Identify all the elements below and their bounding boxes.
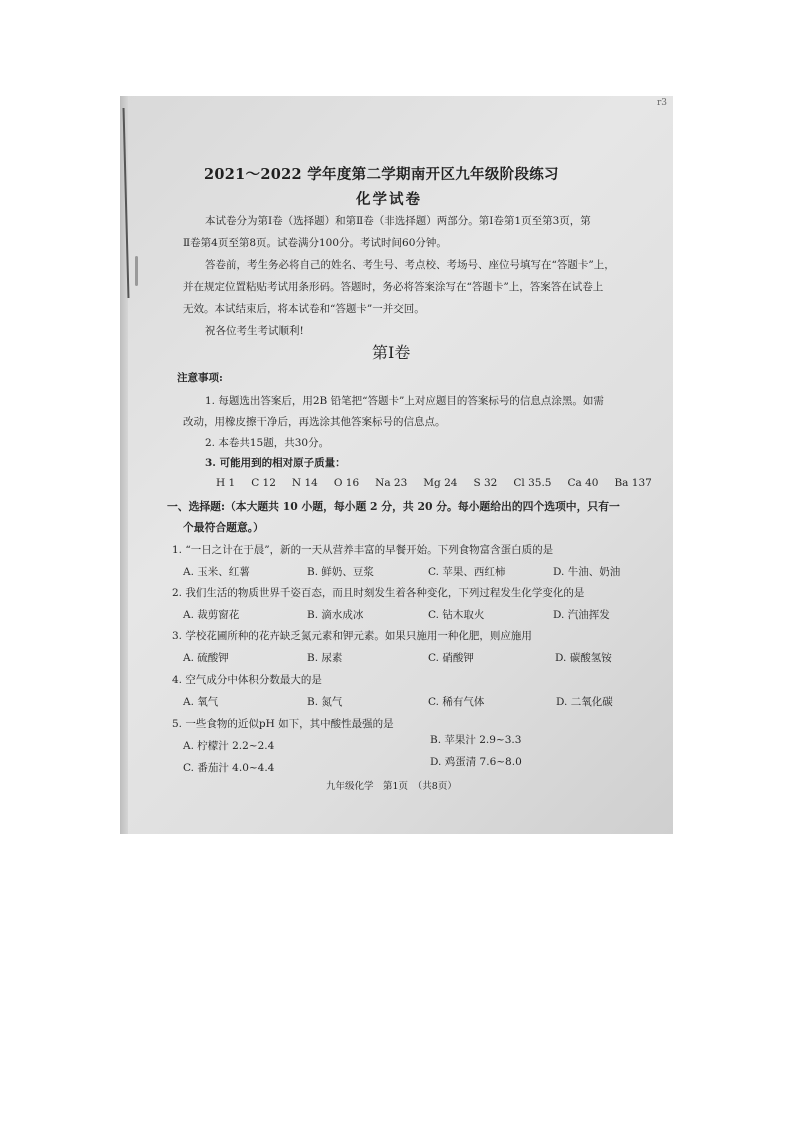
- intro-line-3: 答卷前，考生务必将自己的姓名、考生号、考点校、考场号、座位号填写在“答题卡”上，: [205, 259, 615, 271]
- atomic-mass: Na 23: [375, 477, 408, 489]
- question-2-option-b: B. 滴水成冰: [307, 609, 364, 621]
- question-3-option-c: C. 硝酸钾: [428, 652, 474, 664]
- question-4-option-a: A. 氧气: [183, 696, 219, 708]
- document-photo: [120, 96, 673, 834]
- atomic-mass: C 12: [251, 477, 276, 489]
- exam-title: 2021～2022 学年度第二学期南开区九年级阶段练习: [204, 166, 559, 183]
- atomic-mass: Ca 40: [567, 477, 599, 489]
- atomic-mass: N 14: [291, 477, 318, 489]
- question-3-option-b: B. 尿素: [307, 652, 343, 664]
- exam-subtitle: 化学试卷: [356, 191, 422, 208]
- intro-line-2: Ⅱ卷第4页至第8页。试卷满分100分。考试时间60分钟。: [183, 237, 447, 249]
- question-4-option-c: C. 稀有气体: [428, 696, 485, 708]
- question-4-option-d: D. 二氧化碳: [556, 696, 613, 708]
- question-2-option-d: D. 汽油挥发: [553, 609, 610, 621]
- volume-heading: 第Ⅰ卷: [372, 343, 411, 362]
- section-heading-cont: 个最符合题意。）: [183, 521, 264, 534]
- question-5-option-d: D. 鸡蛋清 7.6~8.0: [430, 756, 522, 768]
- corner-mark: r3: [656, 98, 667, 108]
- note-1: 1. 每题选出答案后，用2B 铅笔把“答题卡”上对应题目的答案标号的信息点涂黑。如需: [205, 395, 604, 407]
- atomic-mass: Cl 35.5: [513, 477, 552, 489]
- atomic-mass: H 1: [216, 477, 236, 489]
- question-2-option-a: A. 裁剪窗花: [183, 609, 240, 621]
- question-2-option-c: C. 钻木取火: [428, 609, 485, 621]
- note-2: 2. 本卷共15题，共30分。: [205, 437, 330, 449]
- intro-wish: 祝各位考生考试顺利!: [205, 325, 304, 337]
- question-4-option-b: B. 氮气: [307, 696, 343, 708]
- section-heading: 一、选择题:（本大题共 10 小题，每小题 2 分，共 20 分。每小题给出的四个选项中，只有一: [167, 500, 620, 513]
- intro-line-4: 并在规定位置粘贴考试用条形码。答题时，务必将答案涂写在“答题卡”上，答案答在试卷上: [183, 281, 604, 293]
- question-3-stem: 3. 学校花圃所种的花卉缺乏氮元素和钾元素。如果只施用一种化肥，则应施用: [172, 630, 532, 642]
- question-1-option-b: B. 鲜奶、豆浆: [307, 566, 374, 578]
- question-5-option-c: C. 番茄汁 4.0~4.4: [183, 762, 275, 774]
- atomic-mass: Mg 24: [423, 477, 458, 489]
- note-3: 3. 可能用到的相对原子质量：: [205, 457, 346, 469]
- atomic-mass: S 32: [473, 477, 498, 489]
- intro-line-1: 本试卷分为第Ⅰ卷（选择题）和第Ⅱ卷（非选择题）两部分。第Ⅰ卷第1页至第3页，第: [205, 215, 591, 227]
- question-3-option-a: A. 硫酸钾: [183, 652, 229, 664]
- atomic-mass: O 16: [333, 477, 360, 489]
- atomic-masses: [216, 477, 668, 489]
- note-1-cont: 改动，用橡皮擦干净后，再选涂其他答案标号的信息点。: [183, 416, 446, 428]
- question-1-option-a: A. 玉米、红薯: [183, 566, 250, 578]
- intro-line-5: 无效。本试结束后，将本试卷和“答题卡”一并交回。: [183, 303, 425, 315]
- page-footer: 九年级化学 第1页 （共8页）: [326, 781, 457, 792]
- question-5-option-b: B. 苹果汁 2.9~3.3: [430, 734, 522, 746]
- question-3-option-d: D. 碳酸氢铵: [555, 652, 612, 664]
- atomic-mass: Ba 137: [614, 477, 652, 489]
- question-5-option-a: A. 柠檬汁 2.2~2.4: [183, 740, 275, 752]
- question-1-stem: 1. “一日之计在于晨”，新的一天从营养丰富的早餐开始。下列食物富含蛋白质的是: [172, 544, 554, 556]
- question-5-stem: 5. 一些食物的近似pH 如下，其中酸性最强的是: [172, 718, 394, 730]
- exam-page: [120, 96, 673, 834]
- notes-heading: 注意事项:: [177, 372, 223, 384]
- question-1-option-c: C. 苹果、西红柿: [428, 566, 506, 578]
- question-4-stem: 4. 空气成分中体积分数最大的是: [172, 674, 322, 686]
- question-2-stem: 2. 我们生活的物质世界千姿百态，而且时刻发生着各种变化，下列过程发生化学变化的是: [172, 587, 585, 599]
- question-1-option-d: D. 牛油、奶油: [553, 566, 621, 578]
